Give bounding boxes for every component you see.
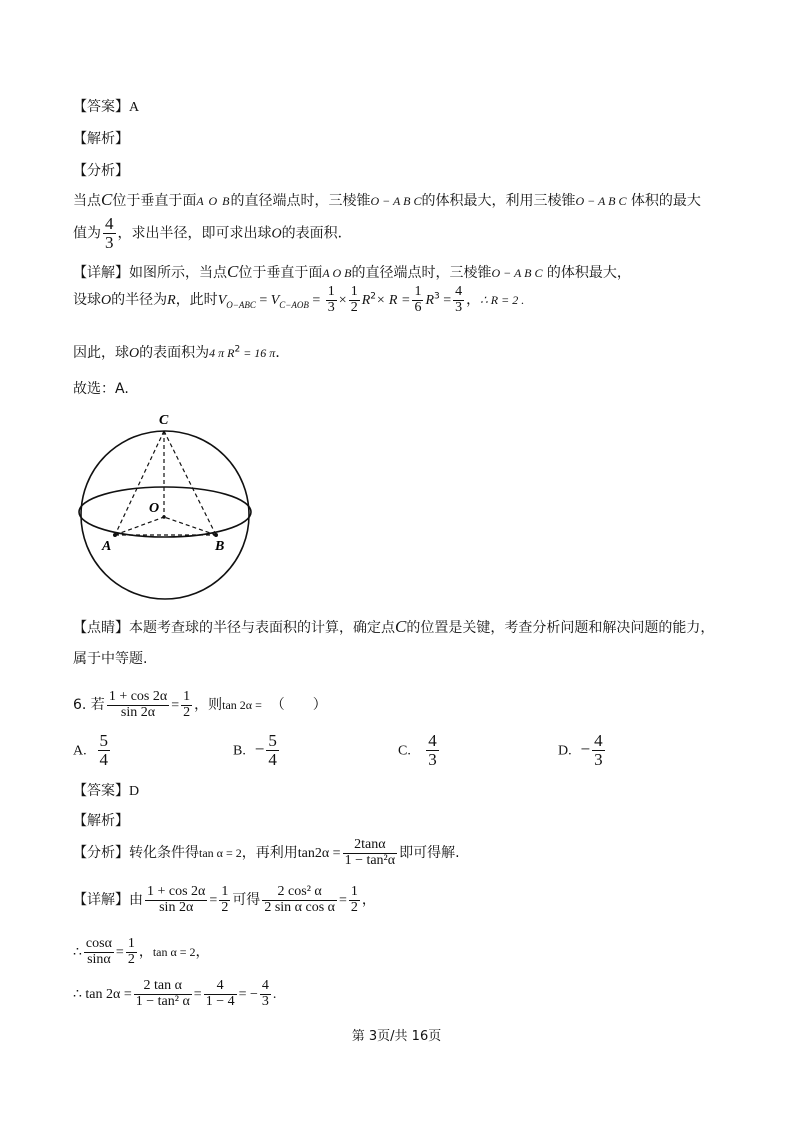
q5-answer-line xyxy=(73,96,139,116)
page-footer: 第 3页/共 16页 xyxy=(351,1029,442,1044)
q5-xiangjie-line-3: 因此，球O的表面积为4 π $R^2 = 16$ π． xyxy=(73,344,290,361)
q6-xiangjie-line-2: ∴ $\frac{\cos\alpha}{\sin\alpha}$ = $\frac{1}{2}$ ，tan α = 2， xyxy=(73,936,210,967)
q6-xiangjie-line-1: 【详解】由 $\frac{1 + \cos 2\alpha}{\sin 2\alpha}$ = $\frac{1}{2}$ 可得 $\frac{\text{2 cos² α}}{\text{2 sin α cos α}}$ = $\frac{1}{2}$ ， xyxy=(73,884,376,915)
fenxi-tag: 【分析】 xyxy=(73,163,129,179)
sphere-figure xyxy=(75,405,260,600)
edge-ao xyxy=(115,517,164,535)
q5-fenxi-line-1: 当点C位于垂直于面A O B的直径端点时，三棱锥O − A B C的体积最大，利用三棱锥O − A B C 体积的最大 xyxy=(73,190,701,209)
label-o: O xyxy=(149,501,160,516)
option-d[interactable]: D. − $\frac{4}{3}$ xyxy=(558,731,603,769)
q5-guxuan: 故选：A. xyxy=(73,381,129,397)
xiangjie-tag: 【详解】 xyxy=(73,265,129,281)
option-a[interactable]: A. $\frac{5}{4}$ xyxy=(73,731,109,769)
analysis-tag: 【解析】 xyxy=(73,131,129,147)
option-c[interactable]: C. $\frac{4}{3}$ xyxy=(398,731,437,769)
q5-dianjing-line-1: 【点睛】本题考查球的半径与表面积的计算，确定点C的位置是关键，考查分析问题和解决问题的能力， xyxy=(73,617,715,636)
point-o xyxy=(162,515,166,519)
q6-analysis-tag: 【解析】 xyxy=(73,813,129,829)
edge-cb xyxy=(164,431,216,535)
q6-xiangjie-line-3: ∴ tan 2α = $\frac{\text{2 tan α}}{\text{1 − tan² α}}$ = $\frac{4}{1 - 4}$ = − $\frac{4}{3}$ . xyxy=(73,978,277,1009)
answer-value: A xyxy=(129,100,140,115)
option-b[interactable]: B. − $\frac{5}{4}$ xyxy=(233,731,277,769)
q6-fenxi-line: 【分析】转化条件得tan α = 2，再利用tan2α = $\frac{2\tan\alpha}{\text{1 − tan²α}}$ 即可得解. xyxy=(73,837,460,868)
fraction: $\frac{4}{3}$ xyxy=(105,214,114,252)
q5-xiangjie-line-1: 【详解】如图所示，当点C位于垂直于面A O B的直径端点时，三棱锥O − A B C 的体积最大， xyxy=(73,262,631,281)
answer-tag: 【答案】 xyxy=(73,99,129,115)
sphere-outline xyxy=(81,431,249,599)
equator-ellipse xyxy=(79,487,251,537)
dianjing-tag: 【点睛】 xyxy=(73,620,129,636)
label-a: A xyxy=(102,539,112,554)
q5-xiangjie-line-2: 设球O的半径为R，此时$V_{O-ABC} = V_{C-AOB}$ = $\frac{1}{3}$ × $\frac{1}{2}$ $R^2\times R$ = $\frac{1}{6}$ $R^3$ = $\frac{4}{3}$ ，∴ R = 2 . xyxy=(73,284,525,315)
label-c: C xyxy=(159,413,169,428)
q5-fenxi-line-2: 值为 $\frac{4}{3}$ ，求出半径，即可求出球O的表面积． xyxy=(73,214,352,252)
q5-dianjing-line-2: 属于中等题. xyxy=(73,651,148,667)
q6-answer-line: 【答案】D xyxy=(73,783,140,799)
point-a xyxy=(113,533,117,537)
q6-stem: 6. 若 $\frac{1 + \cos 2\alpha}{\sin 2\alpha}$ = $\frac{1}{2}$ ，则tan 2α = （ ） xyxy=(73,689,327,720)
point-b xyxy=(214,533,218,537)
label-b: B xyxy=(215,539,225,554)
